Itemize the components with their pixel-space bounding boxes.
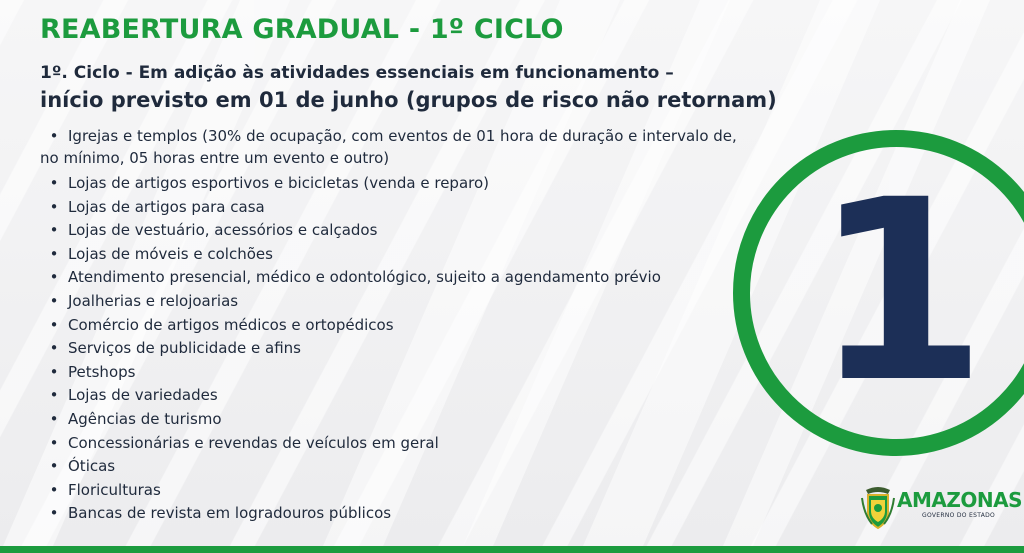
list-item: [40, 384, 661, 408]
list-item: [40, 502, 661, 526]
list-item: [40, 172, 661, 196]
bullet: •: [49, 221, 59, 240]
list-item: [40, 455, 661, 479]
list-item: [40, 479, 661, 503]
bullet: •: [49, 197, 59, 216]
bullet: •: [49, 339, 59, 358]
list-item-text: Petshops: [68, 362, 136, 381]
bullet: •: [49, 268, 59, 287]
list-item-text: Bancas de revista em logradouros públicos: [68, 504, 392, 523]
list-item: [40, 266, 661, 290]
list-item-text: Lojas de artigos para casa: [68, 197, 265, 216]
amazonas-logo: [860, 484, 1022, 532]
list-item-text: Joalherias e relojoarias: [68, 291, 239, 310]
bullet: •: [49, 244, 59, 263]
logo-subtitle: GOVERNO DO ESTADO: [922, 512, 996, 519]
list-item: [40, 361, 661, 385]
list-item: [40, 219, 661, 243]
bullet: •: [49, 504, 59, 523]
bullet: •: [49, 362, 59, 381]
list-item-text: Lojas de móveis e colchões: [68, 244, 273, 263]
bottom-bar: [0, 546, 1024, 553]
bullet: •: [49, 127, 59, 145]
list-item: [40, 243, 661, 267]
list-item-text: Floriculturas: [68, 480, 161, 499]
list-item-text: Concessionárias e revendas de veículos em geral: [68, 433, 439, 452]
bullet: •: [49, 480, 59, 499]
activities-list: [40, 172, 661, 526]
bullet: •: [49, 291, 59, 310]
list-item-text: Lojas de artigos esportivos e bicicletas (venda e reparo): [68, 174, 490, 192]
bullet: •: [49, 174, 59, 192]
subtitle-line-2: início previsto em 01 de junho (grupos de risco não retornam): [40, 88, 777, 112]
bullet: •: [49, 386, 59, 405]
subtitle-line-1: 1º. Ciclo - Em adição às atividades essenciais em funcionamento –: [40, 63, 674, 83]
list-item-text: Lojas de variedades: [68, 386, 218, 405]
list-item: [40, 314, 661, 338]
list-item-text: Igrejas e templos (30% de ocupação, com eventos de 01 hora de duração e intervalo de,: [68, 127, 737, 145]
list-item-text: Agências de turismo: [68, 409, 222, 428]
bullet: •: [49, 409, 59, 428]
logo-name: AMAZONAS: [897, 488, 1022, 512]
cycle-number: 1: [813, 146, 987, 437]
list-item: [40, 337, 661, 361]
amazonas-coat-of-arms-icon: [860, 484, 896, 530]
bullet: •: [49, 457, 59, 476]
list-item: [40, 408, 661, 432]
list-item-text: Lojas de vestuário, acessórios e calçados: [68, 221, 378, 240]
page-title: REABERTURA GRADUAL - 1º CICLO: [40, 14, 564, 45]
list-item-text: Serviços de publicidade e afins: [68, 339, 301, 358]
bullet: •: [49, 315, 59, 334]
list-item-text: Comércio de artigos médicos e ortopédicos: [68, 315, 394, 334]
bullet: •: [49, 433, 59, 452]
list-item-text: Atendimento presencial, médico e odontológico, sujeito a agendamento prévio: [68, 268, 661, 287]
list-item: [40, 196, 661, 220]
list-item-text-continuation: no mínimo, 05 horas entre um evento e outro): [40, 149, 390, 167]
list-item-text: Óticas: [68, 457, 116, 476]
list-item-churches: [40, 125, 780, 169]
list-item: [40, 290, 661, 314]
list-item: [40, 432, 661, 456]
